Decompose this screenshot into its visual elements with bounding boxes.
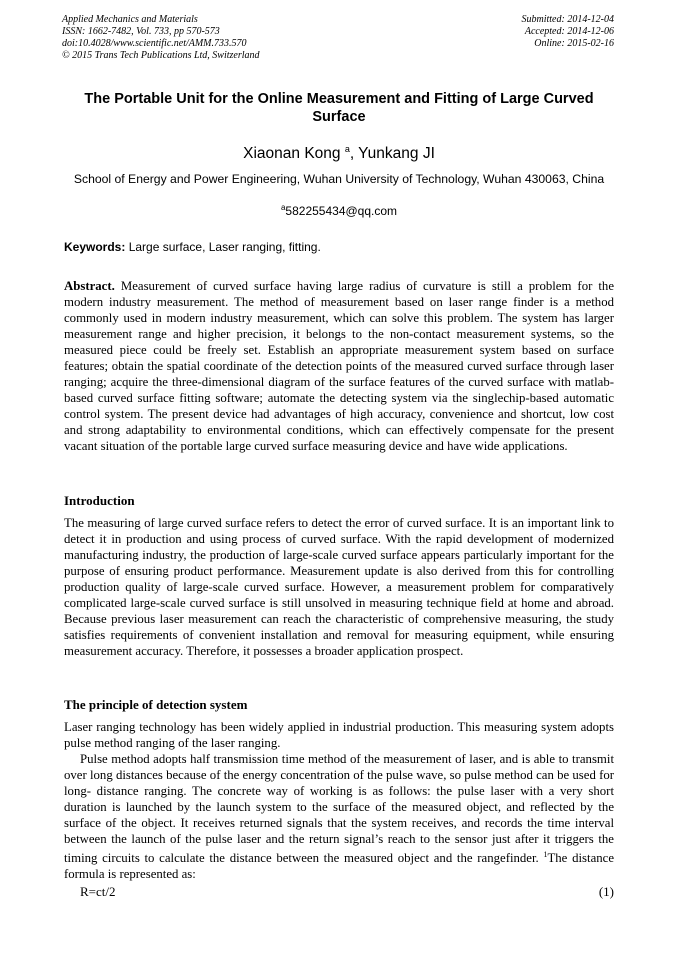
- accepted-date: Accepted: 2014-12-06: [524, 26, 614, 37]
- journal-doi: doi:10.4028/www.scientific.net/AMM.733.570: [62, 38, 247, 49]
- equation-row: [80, 884, 614, 900]
- principle-paragraph-2-end: The distance formula is represented as:: [64, 851, 615, 881]
- introduction-paragraph: The measuring of large curved surface refers to detect the error of curved surface. It is an important link to detect it in production and using process of curved surface. With the rapid development of modernized manufacturing industry, the production of large-scale curved surface appears particularly important for the purpose of ensuring product performance. Measurement update is also derived from this for controlling production quality of large-scale curved surface. However, a measurement problem for comparatively complicated large-scale curved surface is still unsolved in measuring technique field at home and abroad. Because previous laser measurement can reach the characteristic of comprehensive measuring, the study satisfies requirements of convenient installation and removal for measuring equipment, while ensuring measurement accuracy. Therefore, it possesses a broader application prospect.: [64, 516, 614, 658]
- principle-section: [64, 719, 614, 882]
- principle-paragraph-2-text: Pulse method adopts half transmission time method of the measurement of laser, and is able to transmit over long distances because of the energy concentration of the pulse wave, so pulse method can be used for long- distance ranging. The concrete way of working is as follows: the pulse laser with a very short duration is launched by the launch system to the surface of the measured object, and reflected by the surface of the object. It receives returned signals that the system receives, and records the time interval between the launch of the pulse laser and the return signal’s reach to the sensor just after it triggers the timing circuits to calculate the distance between the measured object and the rangefinder.: [64, 752, 614, 865]
- online-date: Online: 2015-02-16: [534, 38, 614, 49]
- journal-issn: ISSN: 1662-7482, Vol. 733, pp 570-573: [62, 26, 220, 37]
- abstract-text: Measurement of curved surface having large radius of curvature is still a problem for the modern industry measurement. The method of measurement based on laser range finder is a method commonly used in modern industry measurement, which can solve this problem. The system has larger measurement range and higher precision, it belongs to the non-contact measurement systems, so the measured piece could be freely set. Establish an appropriate measurement system based on surface features; obtain the spatial coordinate of the detection points of the measured curved surface through laser ranging; acquire the three-dimensional diagram of the surface features of the curved surface with matlab-based curved surface fitting software; automate the detecting system via the singlechip-based automatic control system. The present device had advantages of high accuracy, convenience and shortcut, low cost and strong adaptability to environmental conditions, which can effectively compensate for the present vacant situation of the portable large curved surface measuring device and have wide applications.: [64, 279, 614, 453]
- abstract: [64, 278, 614, 454]
- author-first: Xiaonan Kong: [243, 145, 341, 162]
- author-rest: , Yunkang JI: [349, 145, 435, 162]
- submitted-date: Submitted: 2014-12-04: [521, 14, 614, 25]
- equation: R=ct/2: [80, 884, 116, 899]
- email-address: 582255434@qq.com: [285, 204, 398, 218]
- principle-paragraph-2: [64, 751, 614, 882]
- keywords: [64, 240, 614, 255]
- keywords-text: Large surface, Laser ranging, fitting.: [125, 240, 321, 254]
- author-affil-mark: a: [344, 144, 350, 154]
- principle-paragraph-1: Laser ranging technology has been widely applied in industrial production. This measuring system adopts pulse method ranging of the laser ranging.: [64, 720, 614, 750]
- author-list: [64, 140, 614, 163]
- email-line: [64, 200, 614, 219]
- equation-number: (1): [598, 884, 614, 899]
- journal-name: Applied Mechanics and Materials: [62, 14, 198, 25]
- journal-header-right: [414, 14, 614, 50]
- paper-title: The Portable Unit for the Online Measurement and Fitting of Large Curved Surface: [84, 91, 594, 125]
- reference-marker: 1: [543, 850, 548, 859]
- email-mark: a: [280, 203, 286, 212]
- abstract-label: Abstract.: [64, 279, 115, 293]
- keywords-label: Keywords:: [64, 240, 126, 254]
- section-heading-introduction: Introduction: [64, 493, 135, 508]
- section-heading-principle: The principle of detection system: [64, 697, 248, 712]
- journal-header-left: [62, 14, 362, 62]
- affiliation: School of Energy and Power Engineering, Wuhan University of Technology, Wuhan 430063, China: [73, 172, 605, 186]
- journal-copyright: © 2015 Trans Tech Publications Ltd, Switzerland: [62, 50, 260, 61]
